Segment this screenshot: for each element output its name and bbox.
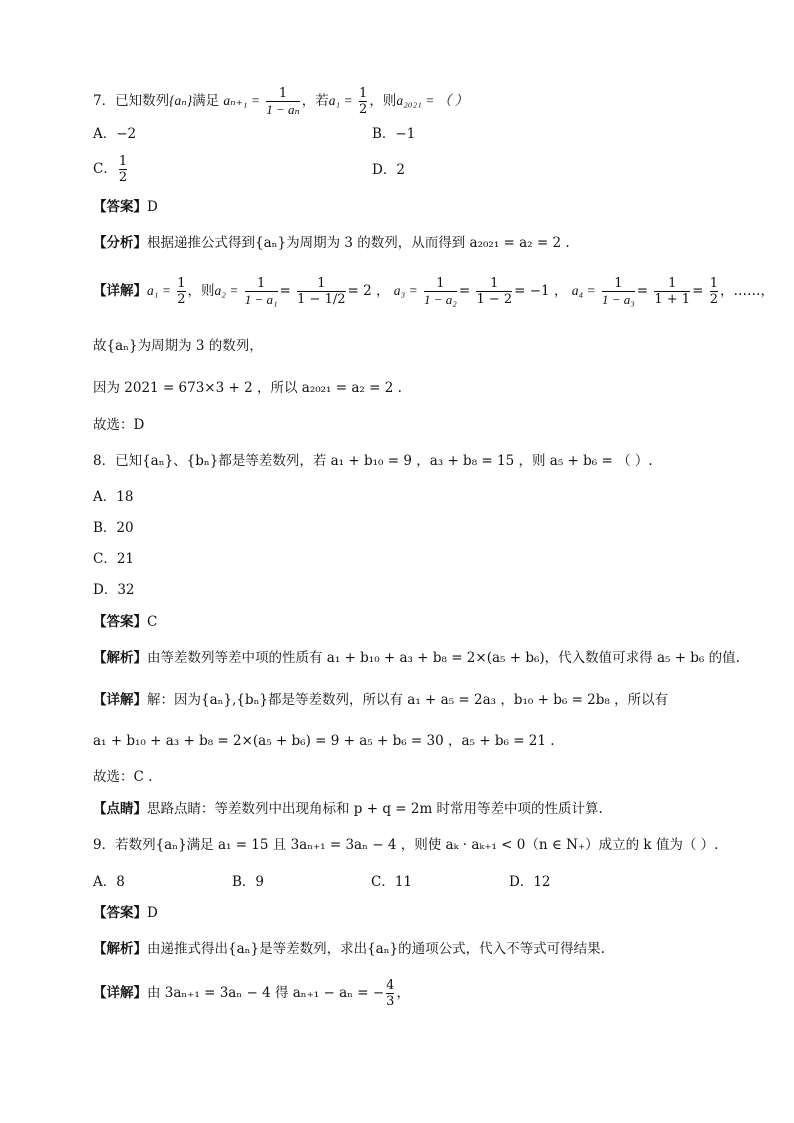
q9-detail-fraction [386, 978, 394, 1009]
q7-f1-den: 1 − a₁ [244, 292, 278, 307]
q9-answer [93, 903, 158, 923]
q7-f2-num: 1 [317, 276, 326, 291]
q7-detail-then: ，则 [187, 283, 215, 299]
q7-choose-line: 故选：D [93, 417, 145, 433]
q7-detail-half [177, 276, 185, 307]
q8-tip-text: 思路点睛：等差数列中出现角标和 p + q = 2m 时常用等差中项的性质计算. [147, 801, 603, 817]
q7-f7-den: 2 [709, 292, 718, 307]
q7-recur-den: 1 − aₙ [266, 102, 300, 117]
q7-recur-num: 1 [278, 86, 288, 101]
q7-detail-a2: a₂ = [214, 283, 239, 298]
q7-option-b[interactable]: B．−1 [372, 126, 416, 142]
q9-detail-den: 3 [386, 994, 395, 1009]
q9-option-d[interactable]: D．12 [509, 874, 551, 890]
q7-analysis-tag: 【分析】 [93, 235, 147, 251]
q7-option-c-fraction [119, 154, 127, 185]
q7-f6-den: 1 + 1 [654, 292, 691, 307]
q7-f3-den: 1 − a₂ [424, 292, 457, 307]
q7-recur-lhs: aₙ₊₁ = [223, 93, 260, 108]
q8-tip [93, 799, 603, 819]
q7-f4-num: 1 [490, 276, 499, 291]
q7-f3-num: 1 [436, 276, 445, 291]
q9-option-c[interactable]: C．11 [371, 874, 413, 890]
q7-a1-den: 2 [359, 102, 368, 117]
q7-ask: a₂₀₂₁ = （ ） [396, 93, 469, 108]
q7-f6-num: 1 [668, 276, 677, 291]
q7-detail-half-num: 1 [177, 276, 186, 291]
q8-tip-tag: 【点睛】 [93, 801, 147, 817]
q7-f5-den: 1 − a₃ [601, 292, 635, 307]
q8-detail [93, 690, 668, 710]
q7-f2-den: 1 − 1/2 [297, 292, 346, 307]
q9-detail-text: 由 3aₙ₊₁ = 3aₙ − 4 得 aₙ₊₁ − aₙ = − [147, 985, 385, 1001]
q7-eq3: = −1 ， [514, 283, 568, 299]
q8-answer [93, 612, 157, 632]
q7-detail-half-den: 2 [177, 292, 186, 307]
q7-analysis-text: 根据递推公式得到{aₙ}为周期为 3 的数列，从而得到 a₂₀₂₁ = a₂ = 2 . [147, 235, 570, 251]
q7-a1-lhs: a₁ = [328, 93, 353, 108]
q9-jiexi-text: 由递推式得出{aₙ}是等差数列，求出{aₙ}的通项公式，代入不等式可得结果. [147, 941, 605, 957]
q7-stem [93, 86, 468, 117]
q7-option-c-label: C． [93, 161, 117, 177]
q8-answer-value: C [147, 614, 158, 630]
q7-f5-num: 1 [614, 276, 623, 291]
q7-eq-d: = [692, 283, 704, 299]
q7-option-d[interactable]: D．2 [372, 162, 405, 178]
q7-eq: = [279, 283, 291, 299]
q7-stem-text-c: ，若 [301, 93, 329, 109]
q7-detail-tag: 【详解】 [93, 283, 147, 299]
q7-stem-text: 7．已知数列 [93, 93, 170, 109]
q7-f1 [245, 276, 278, 307]
q9-detail-post: ， [396, 985, 410, 1001]
q8-option-c[interactable]: C．21 [93, 551, 135, 567]
q7-f4 [476, 276, 512, 307]
q7-f2 [297, 276, 345, 307]
q9-option-b[interactable]: B．9 [232, 874, 265, 890]
q8-choose-line: 故选：C . [93, 769, 153, 785]
q7-option-c-den: 2 [118, 170, 128, 185]
q7-eq-b: = [458, 283, 471, 299]
q7-period-line: 故{aₙ}为周期为 3 的数列， [93, 338, 263, 354]
q7-because-line: 因为 2021 = 673×3 + 2 ，所以 a₂₀₂₁ = a₂ = 2 . [93, 380, 402, 396]
q7-recur-fraction [266, 86, 300, 117]
q7-seq: {aₙ} [169, 93, 193, 108]
q7-option-c-num: 1 [118, 154, 128, 169]
q9-detail [93, 978, 410, 1009]
q7-stem-text-d: ，则 [369, 93, 397, 109]
q8-option-d[interactable]: D．32 [93, 582, 135, 598]
q7-tail: ，……， [719, 283, 774, 299]
q7-f7 [710, 276, 718, 307]
q7-f1-num: 1 [257, 276, 266, 291]
q9-detail-num: 4 [386, 978, 395, 993]
q7-detail-a3: a₃ = [393, 283, 418, 298]
q7-eq-c: = [636, 283, 649, 299]
q9-jiexi [93, 939, 605, 959]
q8-detail-text: 解：因为{aₙ},{bₙ}都是等差数列，所以有 a₁ + a₅ = 2a₃ ，b₁₀ + b₆ = 2b₈ ，所以有 [147, 692, 669, 708]
q8-jiexi-tag: 【解析】 [93, 650, 147, 666]
q9-answer-value: D [147, 905, 158, 921]
q8-option-b[interactable]: B．20 [93, 520, 134, 536]
q9-detail-tag: 【详解】 [93, 985, 147, 1001]
q7-answer-value: D [147, 199, 158, 215]
q7-detail-a1: a₁ = [147, 283, 171, 298]
q7-option-a[interactable]: A．−2 [93, 126, 137, 142]
q8-jiexi-text: 由等差数列等差中项的性质有 a₁ + b₁₀ + a₃ + b₈ = 2×(a₅ + b₆)，代入数值可求得 a₅ + b₆ 的值. [147, 650, 740, 666]
q7-a1-fraction [359, 86, 367, 117]
q7-detail [93, 276, 774, 307]
q7-f7-num: 1 [709, 276, 718, 291]
q7-detail-a4: a₄ = [571, 283, 596, 298]
q7-answer-tag: 【答案】 [93, 199, 147, 215]
q9-option-a[interactable]: A．8 [93, 874, 125, 890]
q8-answer-tag: 【答案】 [93, 614, 147, 630]
q7-f4-den: 1 − 2 [476, 292, 513, 307]
q7-a1-num: 1 [359, 86, 368, 101]
q7-eq2: = 2 ， [347, 283, 390, 299]
q7-f6 [654, 276, 690, 307]
q7-f3 [424, 276, 457, 307]
q8-detail-tag: 【详解】 [93, 692, 147, 708]
q9-jiexi-tag: 【解析】 [93, 941, 147, 957]
q8-stem: 8．已知{aₙ}、{bₙ}都是等差数列，若 a₁ + b₁₀ = 9 ，a₃ + b₈ = 15 ，则 a₅ + b₆ = （ ）. [93, 453, 653, 469]
q9-answer-tag: 【答案】 [93, 905, 147, 921]
q8-detail-line2: a₁ + b₁₀ + a₃ + b₈ = 2×(a₅ + b₆) = 9 + a₅ + b₆ = 30 ，a₅ + b₆ = 21 . [93, 733, 555, 749]
q7-option-c[interactable] [93, 154, 129, 185]
q7-analysis [93, 233, 570, 253]
q8-option-a[interactable]: A．18 [93, 489, 134, 505]
q8-jiexi [93, 648, 740, 668]
q7-stem-text-b: 满足 [192, 93, 220, 109]
q7-answer [93, 197, 158, 217]
q7-f5 [602, 276, 635, 307]
q9-stem: 9．若数列{aₙ}满足 a₁ = 15 且 3aₙ₊₁ = 3aₙ − 4 ，则使 aₖ · aₖ₊₁ < 0（n ∈ N₊）成立的 k 值为（ ）. [93, 837, 719, 853]
